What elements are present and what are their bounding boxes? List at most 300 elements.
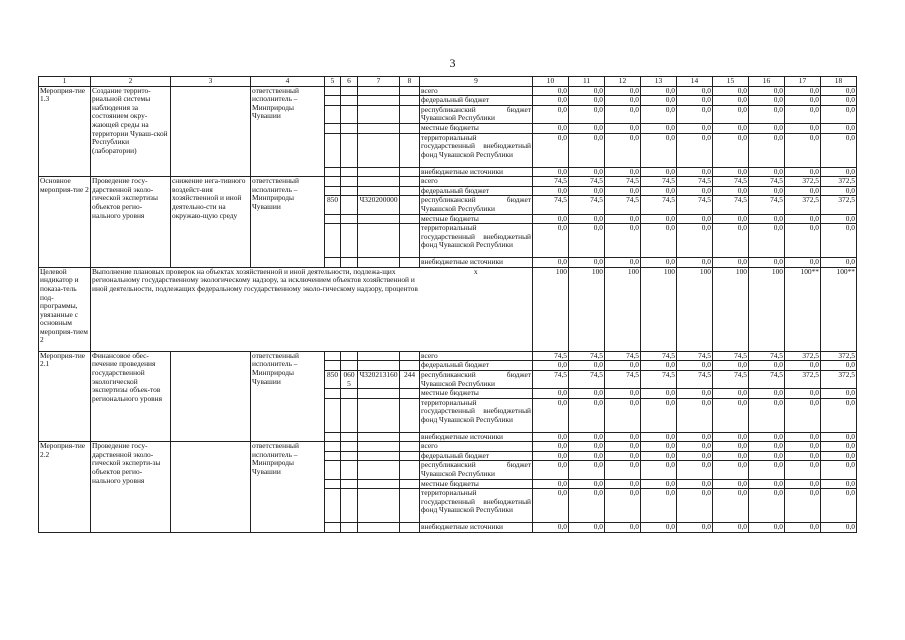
value-cell: 0,0 — [605, 398, 641, 432]
value-cell: 0,0 — [569, 186, 605, 196]
value-cell: 74,5 — [641, 177, 677, 187]
value-cell: 0,0 — [533, 361, 569, 371]
value-cell: 0,0 — [821, 186, 857, 196]
table-row — [39, 177, 857, 187]
value-cell: 0,0 — [677, 167, 713, 177]
code-target-cell — [358, 133, 400, 167]
value-cell: 0,0 — [641, 479, 677, 489]
value-cell: 0,0 — [533, 461, 569, 479]
code-grbs-cell — [325, 133, 341, 167]
value-cell: 0,0 — [821, 214, 857, 224]
value-cell: 0,0 — [533, 523, 569, 533]
code-target-cell — [358, 389, 400, 399]
funding-source-cell: территориальный государственный внебюджетный фонд Чувашской Республики — [420, 398, 533, 432]
value-cell: 0,0 — [821, 361, 857, 371]
event-goal-cell: снижение нега-тивного воздейст-вия хозяйственной и иной деятельно-сти на окружаю-щую среду — [171, 177, 251, 268]
value-cell: 0,0 — [713, 96, 749, 106]
code-target-cell — [358, 451, 400, 461]
value-cell: 0,0 — [821, 451, 857, 461]
header-cell: 1 — [39, 77, 91, 87]
funding-source-cell: внебюджетные источники — [420, 523, 533, 533]
code-target-cell — [358, 224, 400, 258]
value-cell: 0,0 — [785, 432, 821, 442]
value-cell: 0,0 — [749, 105, 785, 123]
value-cell: 0,0 — [641, 442, 677, 452]
code-type-cell — [400, 86, 420, 96]
value-cell: 74,5 — [605, 370, 641, 388]
indicator-value-cell: 100 — [749, 267, 785, 351]
code-target-cell — [358, 186, 400, 196]
code-grbs-cell — [325, 186, 341, 196]
value-cell: 0,0 — [785, 451, 821, 461]
value-cell: 0,0 — [677, 86, 713, 96]
executor-cell: ответственный исполнитель – Минприроды Чувашии — [251, 177, 325, 268]
value-cell: 0,0 — [605, 105, 641, 123]
table-row — [39, 351, 857, 361]
page-number: 3 — [449, 56, 456, 70]
value-cell: 0,0 — [713, 133, 749, 167]
value-cell: 0,0 — [785, 389, 821, 399]
value-cell: 0,0 — [569, 523, 605, 533]
value-cell: 0,0 — [785, 489, 821, 523]
value-cell: 0,0 — [713, 123, 749, 133]
value-cell: 74,5 — [713, 370, 749, 388]
code-target-cell — [358, 123, 400, 133]
indicator-value-cell: 100 — [677, 267, 713, 351]
indicator-row — [39, 267, 857, 351]
value-cell: 74,5 — [749, 177, 785, 187]
value-cell: 0,0 — [677, 432, 713, 442]
value-cell: 0,0 — [533, 133, 569, 167]
program-table — [38, 76, 857, 533]
value-cell: 0,0 — [785, 96, 821, 106]
value-cell: 0,0 — [533, 105, 569, 123]
funding-source-cell: внебюджетные источники — [420, 167, 533, 177]
value-cell: 0,0 — [821, 86, 857, 96]
header-cell: 15 — [713, 77, 749, 87]
code-section-cell — [341, 214, 358, 224]
header-cell: 14 — [677, 77, 713, 87]
value-cell: 0,0 — [713, 105, 749, 123]
code-grbs-cell — [325, 96, 341, 106]
value-cell: 0,0 — [785, 479, 821, 489]
value-cell: 0,0 — [677, 224, 713, 258]
code-grbs-cell — [325, 167, 341, 177]
code-type-cell — [400, 461, 420, 479]
code-target-cell — [358, 177, 400, 187]
value-cell: 0,0 — [821, 123, 857, 133]
value-cell: 0,0 — [569, 451, 605, 461]
value-cell: 0,0 — [785, 186, 821, 196]
code-grbs-cell — [325, 461, 341, 479]
value-cell: 0,0 — [821, 224, 857, 258]
code-type-cell: 244 — [400, 370, 420, 388]
code-section-cell — [341, 523, 358, 533]
value-cell: 0,0 — [785, 398, 821, 432]
value-cell: 0,0 — [821, 442, 857, 452]
code-target-cell — [358, 214, 400, 224]
code-type-cell — [400, 442, 420, 452]
code-section-cell — [341, 133, 358, 167]
header-cell: 11 — [569, 77, 605, 87]
code-section-cell — [341, 258, 358, 268]
value-cell: 0,0 — [569, 432, 605, 442]
event-description-cell: Проведение госу-дарственной эколо-гической эксперти-зы объектов регио-нального уровня — [91, 442, 171, 533]
code-target-cell — [358, 523, 400, 533]
value-cell: 0,0 — [533, 442, 569, 452]
header-cell: 3 — [171, 77, 251, 87]
value-cell: 0,0 — [605, 479, 641, 489]
value-cell: 0,0 — [569, 489, 605, 523]
value-cell: 74,5 — [677, 196, 713, 214]
code-type-cell — [400, 177, 420, 187]
value-cell: 0,0 — [677, 186, 713, 196]
code-type-cell — [400, 96, 420, 106]
code-grbs-cell — [325, 86, 341, 96]
indicator-value-cell: 100** — [785, 267, 821, 351]
code-type-cell — [400, 214, 420, 224]
code-target-cell — [358, 442, 400, 452]
funding-source-cell: местные бюджеты — [420, 479, 533, 489]
value-cell: 0,0 — [785, 167, 821, 177]
code-section-cell — [341, 479, 358, 489]
code-grbs-cell — [325, 451, 341, 461]
value-cell: 0,0 — [533, 398, 569, 432]
value-cell: 372,5 — [785, 370, 821, 388]
value-cell: 0,0 — [533, 389, 569, 399]
value-cell: 0,0 — [677, 523, 713, 533]
header-cell: 8 — [400, 77, 420, 87]
header-cell: 2 — [91, 77, 171, 87]
value-cell: 74,5 — [677, 351, 713, 361]
value-cell: 0,0 — [569, 258, 605, 268]
code-grbs-cell — [325, 389, 341, 399]
value-cell: 0,0 — [605, 451, 641, 461]
value-cell: 0,0 — [533, 489, 569, 523]
value-cell: 0,0 — [605, 461, 641, 479]
code-target-cell — [358, 489, 400, 523]
value-cell: 0,0 — [677, 105, 713, 123]
value-cell: 0,0 — [641, 461, 677, 479]
value-cell: 0,0 — [569, 398, 605, 432]
value-cell: 0,0 — [713, 451, 749, 461]
value-cell: 0,0 — [749, 123, 785, 133]
code-target-cell — [358, 432, 400, 442]
value-cell: 0,0 — [641, 258, 677, 268]
funding-source-cell: внебюджетные источники — [420, 432, 533, 442]
value-cell: 0,0 — [677, 96, 713, 106]
indicator-x-cell: х — [420, 267, 533, 351]
value-cell: 74,5 — [569, 177, 605, 187]
value-cell: 0,0 — [641, 167, 677, 177]
value-cell: 0,0 — [749, 398, 785, 432]
value-cell: 0,0 — [569, 167, 605, 177]
value-cell: 0,0 — [605, 258, 641, 268]
value-cell: 0,0 — [713, 461, 749, 479]
value-cell: 0,0 — [569, 361, 605, 371]
indicator-value-cell: 100** — [821, 267, 857, 351]
value-cell: 0,0 — [713, 361, 749, 371]
value-cell: 0,0 — [533, 214, 569, 224]
value-cell: 74,5 — [713, 196, 749, 214]
code-grbs-cell — [325, 432, 341, 442]
header-cell: 18 — [821, 77, 857, 87]
code-grbs-cell — [325, 523, 341, 533]
funding-source-cell: республиканский бюджет Чувашской Республики — [421, 460, 531, 479]
value-cell: 0,0 — [785, 442, 821, 452]
value-cell: 0,0 — [605, 523, 641, 533]
value-cell: 0,0 — [677, 133, 713, 167]
funding-source-cell: федеральный бюджет — [420, 96, 533, 106]
value-cell: 74,5 — [569, 351, 605, 361]
value-cell: 0,0 — [677, 123, 713, 133]
value-cell: 0,0 — [641, 361, 677, 371]
value-cell: 0,0 — [605, 442, 641, 452]
value-cell: 74,5 — [605, 196, 641, 214]
value-cell: 0,0 — [605, 214, 641, 224]
indicator-value-cell: 100 — [605, 267, 641, 351]
code-section-cell — [341, 461, 358, 479]
value-cell: 0,0 — [749, 389, 785, 399]
value-cell: 0,0 — [533, 123, 569, 133]
value-cell: 74,5 — [533, 177, 569, 187]
event-description-cell: Проведение госу-дарственной эколо-гической экспертизы объектов регио-нального уровня — [91, 177, 171, 268]
value-cell: 0,0 — [749, 442, 785, 452]
code-target-cell — [358, 86, 400, 96]
code-section-cell — [341, 196, 358, 214]
code-grbs-cell — [325, 361, 341, 371]
code-type-cell — [400, 123, 420, 133]
value-cell: 0,0 — [533, 86, 569, 96]
code-target-cell — [358, 398, 400, 432]
code-target-cell — [358, 479, 400, 489]
value-cell: 0,0 — [821, 96, 857, 106]
value-cell: 74,5 — [749, 370, 785, 388]
value-cell: 0,0 — [749, 461, 785, 479]
code-section-cell — [341, 105, 358, 123]
header-cell: 7 — [358, 77, 400, 87]
code-section-cell — [341, 351, 358, 361]
header-cell: 17 — [785, 77, 821, 87]
code-type-cell — [400, 432, 420, 442]
indicator-value-cell: 100 — [533, 267, 569, 351]
code-section-cell — [341, 167, 358, 177]
value-cell: 0,0 — [785, 258, 821, 268]
code-section-cell — [341, 224, 358, 258]
code-grbs-cell — [325, 224, 341, 258]
value-cell: 0,0 — [677, 389, 713, 399]
value-cell: 0,0 — [713, 523, 749, 533]
value-cell: 74,5 — [677, 177, 713, 187]
value-cell: 0,0 — [533, 96, 569, 106]
code-target-cell — [358, 105, 400, 123]
value-cell: 0,0 — [821, 489, 857, 523]
code-type-cell — [400, 489, 420, 523]
value-cell: 372,5 — [785, 196, 821, 214]
value-cell: 0,0 — [821, 167, 857, 177]
value-cell: 0,0 — [749, 361, 785, 371]
value-cell: 0,0 — [677, 214, 713, 224]
code-type-cell — [400, 523, 420, 533]
value-cell: 0,0 — [605, 123, 641, 133]
value-cell: 0,0 — [569, 105, 605, 123]
header-cell: 13 — [641, 77, 677, 87]
value-cell: 0,0 — [821, 461, 857, 479]
value-cell: 0,0 — [569, 86, 605, 96]
indicator-name-cell: Целевой индикатор и показа-тель под-программы, увязанные с основным мероприя-тием 2 — [39, 267, 91, 351]
value-cell: 0,0 — [677, 442, 713, 452]
code-target-cell — [358, 351, 400, 361]
value-cell: 0,0 — [641, 96, 677, 106]
value-cell: 74,5 — [713, 177, 749, 187]
header-cell: 12 — [605, 77, 641, 87]
code-target-cell: Ч320213160 — [358, 370, 400, 388]
value-cell: 0,0 — [605, 432, 641, 442]
event-name-cell: Мероприя-тие 1.3 — [39, 86, 91, 177]
funding-source-cell: всего — [420, 442, 533, 452]
funding-source-cell: федеральный бюджет — [420, 186, 533, 196]
code-grbs-cell — [325, 442, 341, 452]
value-cell: 0,0 — [749, 258, 785, 268]
value-cell: 74,5 — [605, 351, 641, 361]
code-grbs-cell: 850 — [325, 370, 341, 388]
value-cell: 0,0 — [749, 451, 785, 461]
code-target-cell — [358, 96, 400, 106]
value-cell: 0,0 — [533, 167, 569, 177]
code-grbs-cell — [325, 214, 341, 224]
code-section-cell — [341, 361, 358, 371]
header-cell: 10 — [533, 77, 569, 87]
value-cell: 0,0 — [605, 186, 641, 196]
value-cell: 0,0 — [641, 489, 677, 523]
indicator-value-cell: 100 — [713, 267, 749, 351]
value-cell: 0,0 — [533, 186, 569, 196]
code-target-cell — [358, 461, 400, 479]
funding-source-cell: местные бюджеты — [420, 389, 533, 399]
code-type-cell — [400, 196, 420, 214]
value-cell: 372,5 — [821, 370, 857, 388]
funding-source-cell: местные бюджеты — [420, 123, 533, 133]
value-cell: 0,0 — [605, 489, 641, 523]
value-cell: 0,0 — [821, 105, 857, 123]
value-cell: 0,0 — [569, 133, 605, 167]
value-cell: 0,0 — [641, 86, 677, 96]
executor-cell: ответственный исполнитель – Минприроды Чувашии — [251, 86, 325, 177]
value-cell: 372,5 — [821, 177, 857, 187]
value-cell: 0,0 — [713, 432, 749, 442]
table-row — [39, 86, 857, 96]
code-type-cell — [400, 224, 420, 258]
table-row — [39, 442, 857, 452]
code-target-cell — [358, 167, 400, 177]
code-target-cell — [358, 361, 400, 371]
code-grbs-cell — [325, 351, 341, 361]
value-cell: 0,0 — [569, 224, 605, 258]
header-row — [39, 77, 857, 87]
indicator-value-cell: 100 — [569, 267, 605, 351]
code-grbs-cell — [325, 123, 341, 133]
value-cell: 0,0 — [677, 461, 713, 479]
value-cell: 372,5 — [785, 351, 821, 361]
value-cell: 74,5 — [641, 370, 677, 388]
executor-cell: ответственный исполнитель – Минприроды Чувашии — [251, 442, 325, 533]
header-cell: 4 — [251, 77, 325, 87]
code-type-cell — [400, 451, 420, 461]
value-cell: 0,0 — [677, 258, 713, 268]
indicator-text-cell: Выполнение плановых проверок на объектах хозяйственной и иной деятельности, подлежа-щих региональному государственному экологическому надзору, за исключением объектов хозяйственной и иной деятельности, подлежащих федеральному государственному эколо-гическому надзору, процентов — [91, 267, 420, 351]
event-goal-cell — [171, 351, 251, 442]
value-cell: 0,0 — [569, 214, 605, 224]
value-cell: 372,5 — [821, 196, 857, 214]
code-section-cell — [341, 86, 358, 96]
value-cell: 0,0 — [605, 389, 641, 399]
value-cell: 0,0 — [641, 432, 677, 442]
event-name-cell: Мероприя-тие 2.1 — [39, 351, 91, 442]
value-cell: 0,0 — [533, 432, 569, 442]
value-cell: 0,0 — [713, 258, 749, 268]
value-cell: 0,0 — [749, 489, 785, 523]
funding-source-cell: территориальный государственный внебюджетный фонд Чувашской Республики — [420, 489, 533, 523]
value-cell: 0,0 — [785, 461, 821, 479]
funding-source-cell: федеральный бюджет — [420, 451, 533, 461]
value-cell: 0,0 — [749, 167, 785, 177]
value-cell: 0,0 — [677, 489, 713, 523]
code-type-cell — [400, 167, 420, 177]
funding-source-cell: внебюджетные источники — [420, 258, 533, 268]
value-cell: 0,0 — [641, 451, 677, 461]
value-cell: 0,0 — [713, 86, 749, 96]
value-cell: 0,0 — [533, 479, 569, 489]
value-cell: 0,0 — [605, 224, 641, 258]
value-cell: 0,0 — [641, 224, 677, 258]
header-cell: 6 — [341, 77, 358, 87]
code-section-cell — [341, 489, 358, 523]
value-cell: 0,0 — [821, 389, 857, 399]
value-cell: 0,0 — [677, 398, 713, 432]
value-cell: 0,0 — [749, 224, 785, 258]
value-cell: 0,0 — [749, 86, 785, 96]
value-cell: 0,0 — [785, 105, 821, 123]
value-cell: 74,5 — [641, 351, 677, 361]
event-name-cell: Основное мероприя-тие 2 — [39, 177, 91, 268]
code-grbs-cell — [325, 489, 341, 523]
code-type-cell — [400, 389, 420, 399]
event-name-cell: Мероприя-тие 2.2 — [39, 442, 91, 533]
code-type-cell — [400, 351, 420, 361]
value-cell: 0,0 — [605, 167, 641, 177]
value-cell: 0,0 — [713, 167, 749, 177]
code-type-cell — [400, 479, 420, 489]
code-type-cell — [400, 258, 420, 268]
value-cell: 0,0 — [605, 361, 641, 371]
value-cell: 0,0 — [785, 214, 821, 224]
code-section-cell — [341, 389, 358, 399]
value-cell: 0,0 — [713, 442, 749, 452]
value-cell: 0,0 — [569, 389, 605, 399]
code-section-cell: 0605 — [341, 370, 358, 388]
value-cell: 0,0 — [569, 442, 605, 452]
value-cell: 0,0 — [641, 389, 677, 399]
event-description-cell: Финансовое обес-печение проведения государственной экологической экспертизы объек-тов регионального уровня — [91, 351, 171, 442]
value-cell: 0,0 — [713, 389, 749, 399]
value-cell: 0,0 — [821, 432, 857, 442]
code-type-cell — [400, 361, 420, 371]
indicator-value-cell: 100 — [641, 267, 677, 351]
event-description-cell: Создание террито-риальной системы наблюдения за состоянием окру-жающей среды на территории Чуваш-ской Республики (лаборатории) — [91, 86, 171, 177]
value-cell: 0,0 — [569, 461, 605, 479]
value-cell: 0,0 — [749, 186, 785, 196]
value-cell: 0,0 — [569, 123, 605, 133]
